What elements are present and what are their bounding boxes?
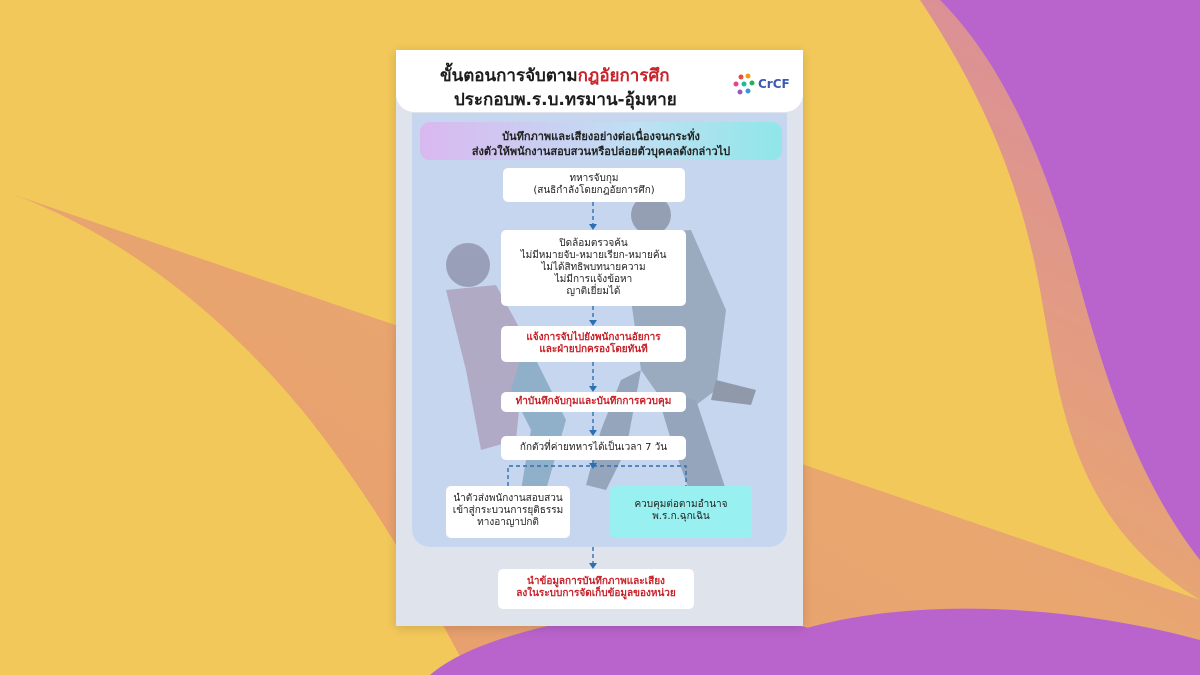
step-emergency-decree (610, 486, 752, 538)
poster-title-line2: ประกอบพ.ร.บ.ทรมาน-อุ้มหาย (454, 90, 677, 110)
step-criminal-justice (446, 486, 570, 538)
left-line1: นำตัวส่งพนักงานสอบสวน (453, 493, 563, 504)
title-highlight: กฎอัยการศึก (577, 66, 670, 86)
notify-line1: แจ้งการจับไปยังพนักงานอัยการ (526, 332, 661, 343)
title-text: ขั้นตอนการจับตาม (440, 66, 578, 86)
search-line1: ปิดล้อมตรวจค้น (559, 238, 628, 249)
search-line5: ญาติเยี่ยมได้ (566, 286, 621, 297)
step-arrest (503, 168, 685, 202)
final-line2: ลงในระบบการจัดเก็บข้อมูลของหน่วย (516, 588, 676, 599)
detain-text: กักตัวที่ค่ายทหารได้เป็นเวลา 7 วัน (519, 442, 668, 453)
step-detain (501, 436, 686, 460)
banner-line2: ส่งตัวให้พนักงานสอบสวนหรือปล่อยตัวบุคคลดังกล่าวไป (471, 145, 731, 158)
search-line4: ไม่มีการแจ้งข้อหา (554, 274, 633, 285)
step-record (501, 392, 686, 412)
step-store-records (498, 569, 694, 609)
final-line1: นำข้อมูลการบันทึกภาพและเสียง (527, 576, 665, 587)
arrest-line1: ทหารจับกุม (569, 173, 619, 184)
search-line3: ไม่ได้สิทธิพบทนายความ (541, 262, 646, 273)
right-line1: ควบคุมต่อตามอำนาจ (634, 499, 728, 510)
left-line2: เข้าสู่กระบวนการยุติธรรม (452, 505, 564, 516)
logo-text: CrCF (758, 77, 790, 91)
left-line3: ทางอาญาปกติ (477, 517, 539, 528)
record-text: ทำบันทึกจับกุมและบันทึกการควบคุม (515, 396, 672, 407)
banner-line1: บันทึกภาพและเสียงอย่างต่อเนื่องจนกระทั่ง (502, 130, 700, 143)
infographic-poster (396, 50, 803, 626)
arrest-line2: (สนธิกำลังโดยกฎอัยการศึก) (533, 185, 655, 196)
notify-line2: และฝ่ายปกครองโดยทันที (539, 344, 648, 355)
step-search (501, 230, 686, 306)
right-line2: พ.ร.ก.ฉุกเฉิน (652, 511, 710, 522)
step-notify (501, 326, 686, 362)
search-line2: ไม่มีหมายจับ-หมายเรียก-หมายค้น (520, 250, 667, 261)
